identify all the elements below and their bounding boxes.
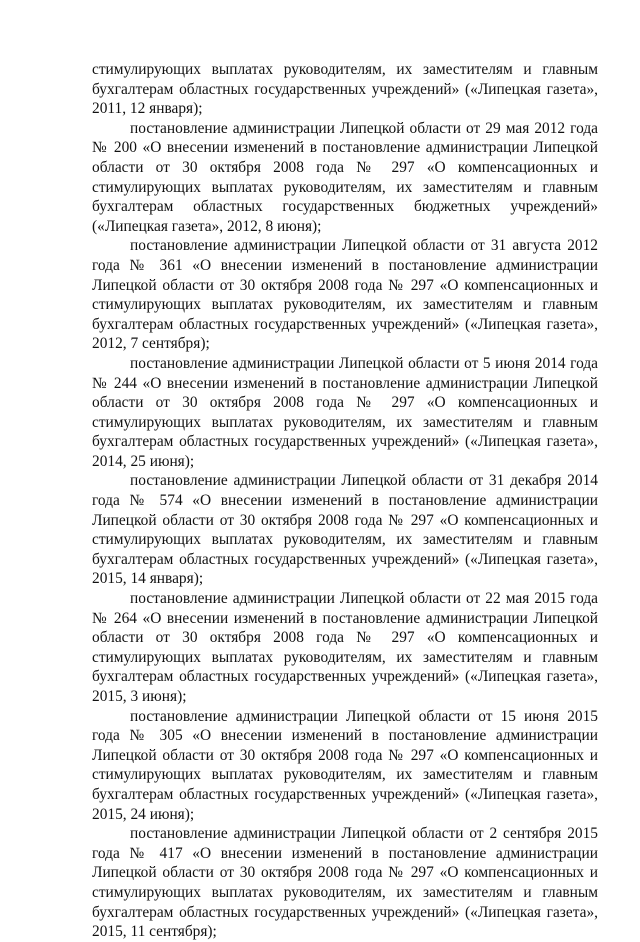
paragraph-resolution-2012-08-31: постановление администрации Липецкой области от 31 августа 2012 года № 361 «О внесении изменений в постановление администрации Липецкой области от 30 октября 2008 года № 297 «О компенсационных и стимулирующих выплатах руководителям, их заместителям и главным бухгалтерам областных государственных учреждений» («Липецкая газета», 2012, 7 сентября);	[92, 237, 598, 353]
paragraph-resolution-2015-06-15: постановление администрации Липецкой области от 15 июня 2015 года № 305 «О внесении изменений в постановление администрации Липецкой области от 30 октября 2008 года № 297 «О компенсационных и стимулирующих выплатах руководителям, их заместителям и главным бухгалтерам областных государственных учреждений» («Липецкая газета», 2015, 24 июня);	[92, 707, 598, 823]
paragraph-resolution-2015-05-22: постановление администрации Липецкой области от 22 мая 2015 года № 264 «О внесении изменений в постановление администрации Липецкой области от 30 октября 2008 года № 297 «О компенсационных и стимулирующих выплатах руководителям, их заместителям и главным бухгалтерам областных государственных учреждений» («Липецкая газета», 2015, 3 июня);	[92, 590, 598, 705]
document-body	[92, 60, 598, 942]
paragraph-resolution-2014-12-31: постановление администрации Липецкой области от 31 декабря 2014 года № 574 «О внесении изменений в постановление администрации Липецкой области от 30 октября 2008 года № 297 «О компенсационных и стимулирующих выплатах руководителям, их заместителям и главным бухгалтерам областных государственных учреждений» («Липецкая газета», 2015, 14 января);	[92, 472, 598, 588]
paragraph-resolution-2015-09-02: постановление администрации Липецкой области от 2 сентября 2015 года № 417 «О внесении изменений в постановление администрации Липецкой области от 30 октября 2008 года № 297 «О компенсационных и стимулирующих выплатах руководителям, их заместителям и главным бухгалтерам областных государственных учреждений» («Липецкая газета», 2015, 11 сентября);	[92, 825, 598, 941]
paragraph-continuation: стимулирующих выплатах руководителям, их заместителям и главным бухгалтерам областных государственных учреждений» («Липецкая газета», 2011, 12 января);	[92, 61, 598, 118]
paragraph-resolution-2014-06-05: постановление администрации Липецкой области от 5 июня 2014 года № 244 «О внесении изменений в постановление администрации Липецкой области от 30 октября 2008 года № 297 «О компенсационных и стимулирующих выплатах руководителям, их заместителям и главным бухгалтерам областных государственных учреждений» («Липецкая газета», 2014, 25 июня);	[92, 354, 598, 470]
paragraph-resolution-2012-05-29: постановление администрации Липецкой области от 29 мая 2012 года № 200 «О внесении изменений в постановление администрации Липецкой области от 30 октября 2008 года № 297 «О компенсационных и стимулирующих выплатах руководителям, их заместителям и главным бухгалтерам областных государственных бюджетных учреждений» («Липецкая газета», 2012, 8 июня);	[92, 119, 598, 235]
